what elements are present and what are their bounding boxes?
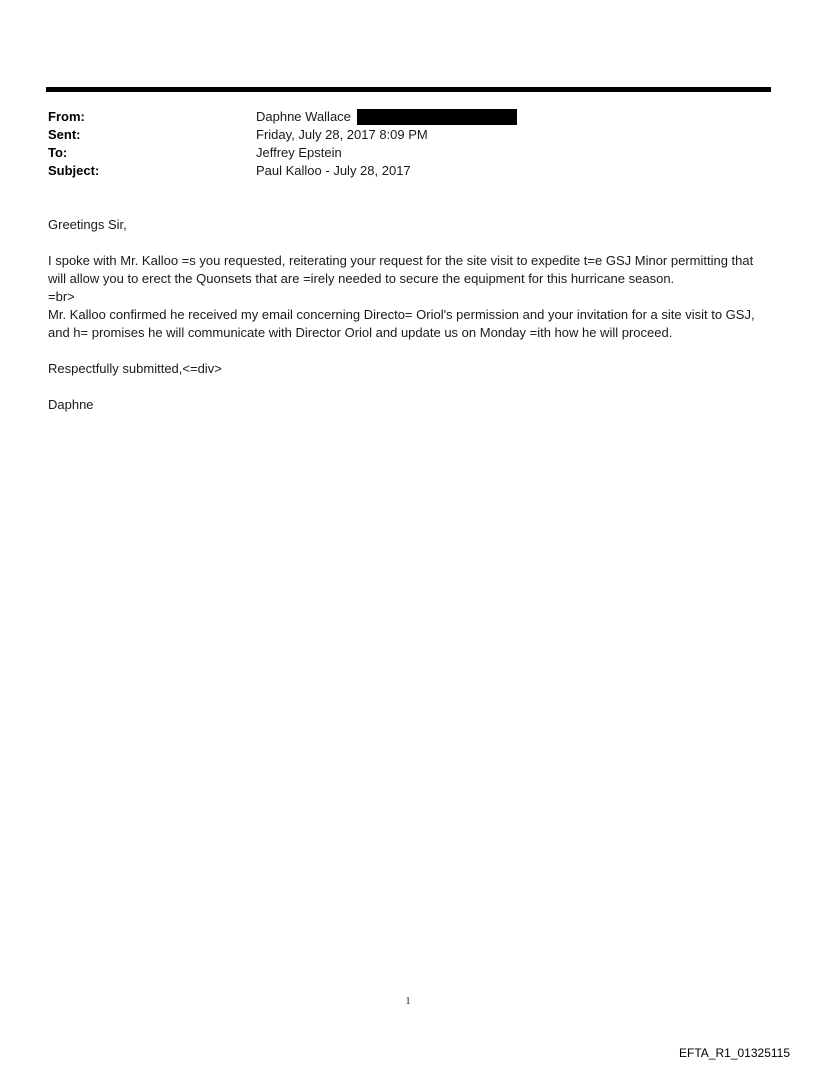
email-body: [48, 216, 768, 432]
sent-label: Sent:: [48, 127, 81, 142]
from-row: [48, 108, 768, 126]
header-divider: [46, 87, 771, 92]
from-label: From:: [48, 109, 85, 124]
from-value: [256, 108, 517, 126]
body-paragraph-1: I spoke with Mr. Kalloo =s you requested, reiterating your request for the site visit to expedite t=e GSJ Minor permitting that will allow you to erect the Quonsets that are =irely needed to secure the equipment for this hurricane season.: [48, 253, 754, 286]
document-id: EFTA_R1_01325115: [679, 1046, 790, 1060]
email-header: [48, 108, 768, 180]
subject-label: Subject:: [48, 163, 100, 178]
subject-value: Paul Kalloo - July 28, 2017: [256, 163, 411, 178]
greeting: Greetings Sir,: [48, 217, 127, 232]
subject-row: [48, 162, 768, 180]
closing-line: Respectfully submitted,<=div>: [48, 361, 222, 376]
page-number: 1: [405, 996, 411, 1007]
redaction-block: [357, 109, 517, 125]
to-label: To:: [48, 145, 68, 160]
to-value: Jeffrey Epstein: [256, 145, 342, 160]
body-paragraph-2: Mr. Kalloo confirmed he received my email concerning Directo= Oriol's permission and your invitation for a site visit to GSJ, and h= promises he will communicate with Director Oriol and update us on Monday =ith how he will proceed.: [48, 307, 755, 340]
html-artifact-line: =br>: [48, 289, 75, 304]
to-row: [48, 144, 768, 162]
sent-row: [48, 126, 768, 144]
sent-value: Friday, July 28, 2017 8:09 PM: [256, 127, 428, 142]
sender-name: Daphne Wallace: [256, 109, 351, 124]
signature: Daphne: [48, 397, 94, 412]
